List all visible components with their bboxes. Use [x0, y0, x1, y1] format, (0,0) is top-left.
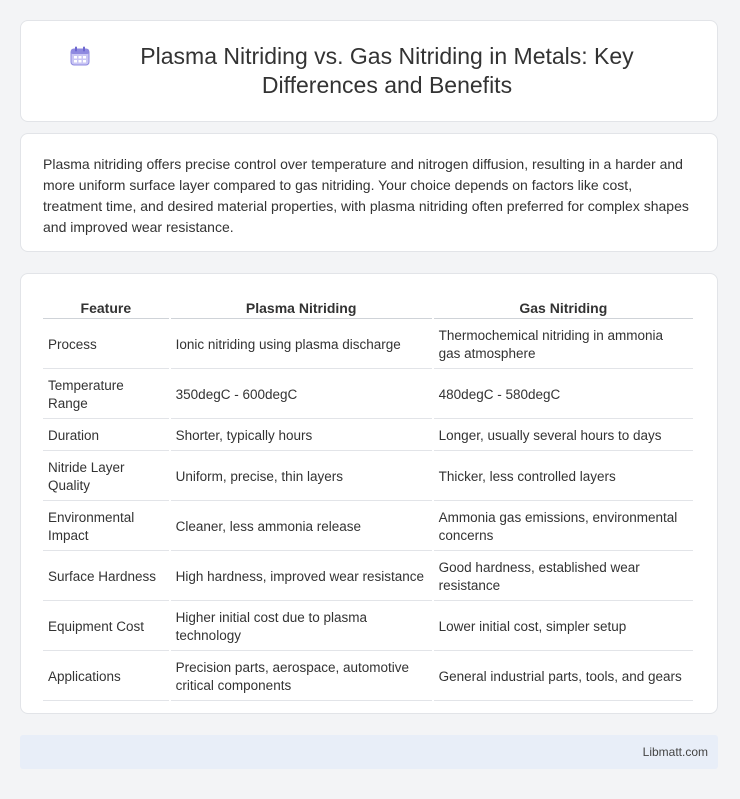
feature-cell: Equipment Cost — [43, 603, 169, 651]
table-row — [43, 453, 693, 501]
header-plasma-nitriding: Plasma Nitriding — [171, 296, 432, 319]
table-row — [43, 603, 693, 651]
plasma-cell: Cleaner, less ammonia release — [171, 503, 432, 551]
plasma-cell: Higher initial cost due to plasma technology — [171, 603, 432, 651]
intro-card — [20, 133, 718, 252]
gas-cell: Thicker, less controlled layers — [434, 453, 693, 501]
footer — [20, 735, 718, 769]
footer-site-link[interactable]: Libmatt.com — [642, 745, 708, 759]
feature-cell: Nitride Layer Quality — [43, 453, 169, 501]
page-title: Plasma Nitriding vs. Gas Nitriding in Metals: Key Differences and Benefits — [140, 43, 634, 98]
gas-cell: Lower initial cost, simpler setup — [434, 603, 693, 651]
table-header-row — [43, 296, 693, 319]
feature-cell: Applications — [43, 653, 169, 701]
calendar-icon — [69, 45, 91, 67]
intro-paragraph: Plasma nitriding offers precise control over temperature and nitrogen diffusion, resulting in a harder and more uniform surface layer compared to gas nitriding. Your choice depends on factors like cost, treatment time, and desired material properties, with plasma nitriding often preferred for complex shapes and improved wear resistance. — [43, 156, 689, 235]
comparison-table — [41, 294, 695, 703]
plasma-cell: High hardness, improved wear resistance — [171, 553, 432, 601]
header-gas-nitriding: Gas Nitriding — [434, 296, 693, 319]
feature-cell: Environmental Impact — [43, 503, 169, 551]
gas-cell: 480degC - 580degC — [434, 371, 693, 419]
feature-cell: Temperature Range — [43, 371, 169, 419]
feature-cell: Process — [43, 321, 169, 369]
plasma-cell: Ionic nitriding using plasma discharge — [171, 321, 432, 369]
comparison-card — [20, 273, 718, 714]
plasma-cell: Uniform, precise, thin layers — [171, 453, 432, 501]
table-row — [43, 503, 693, 551]
table-row — [43, 421, 693, 451]
table-row — [43, 371, 693, 419]
table-row — [43, 553, 693, 601]
gas-cell: Good hardness, established wear resistance — [434, 553, 693, 601]
gas-cell: Thermochemical nitriding in ammonia gas atmosphere — [434, 321, 693, 369]
plasma-cell: Precision parts, aerospace, automotive critical components — [171, 653, 432, 701]
table-row — [43, 321, 693, 369]
gas-cell: Longer, usually several hours to days — [434, 421, 693, 451]
feature-cell: Surface Hardness — [43, 553, 169, 601]
title-wrap — [69, 42, 669, 100]
plasma-cell: Shorter, typically hours — [171, 421, 432, 451]
feature-cell: Duration — [43, 421, 169, 451]
title-card — [20, 20, 718, 122]
plasma-cell: 350degC - 600degC — [171, 371, 432, 419]
gas-cell: Ammonia gas emissions, environmental concerns — [434, 503, 693, 551]
gas-cell: General industrial parts, tools, and gears — [434, 653, 693, 701]
table-row — [43, 653, 693, 701]
header-feature: Feature — [43, 296, 169, 319]
